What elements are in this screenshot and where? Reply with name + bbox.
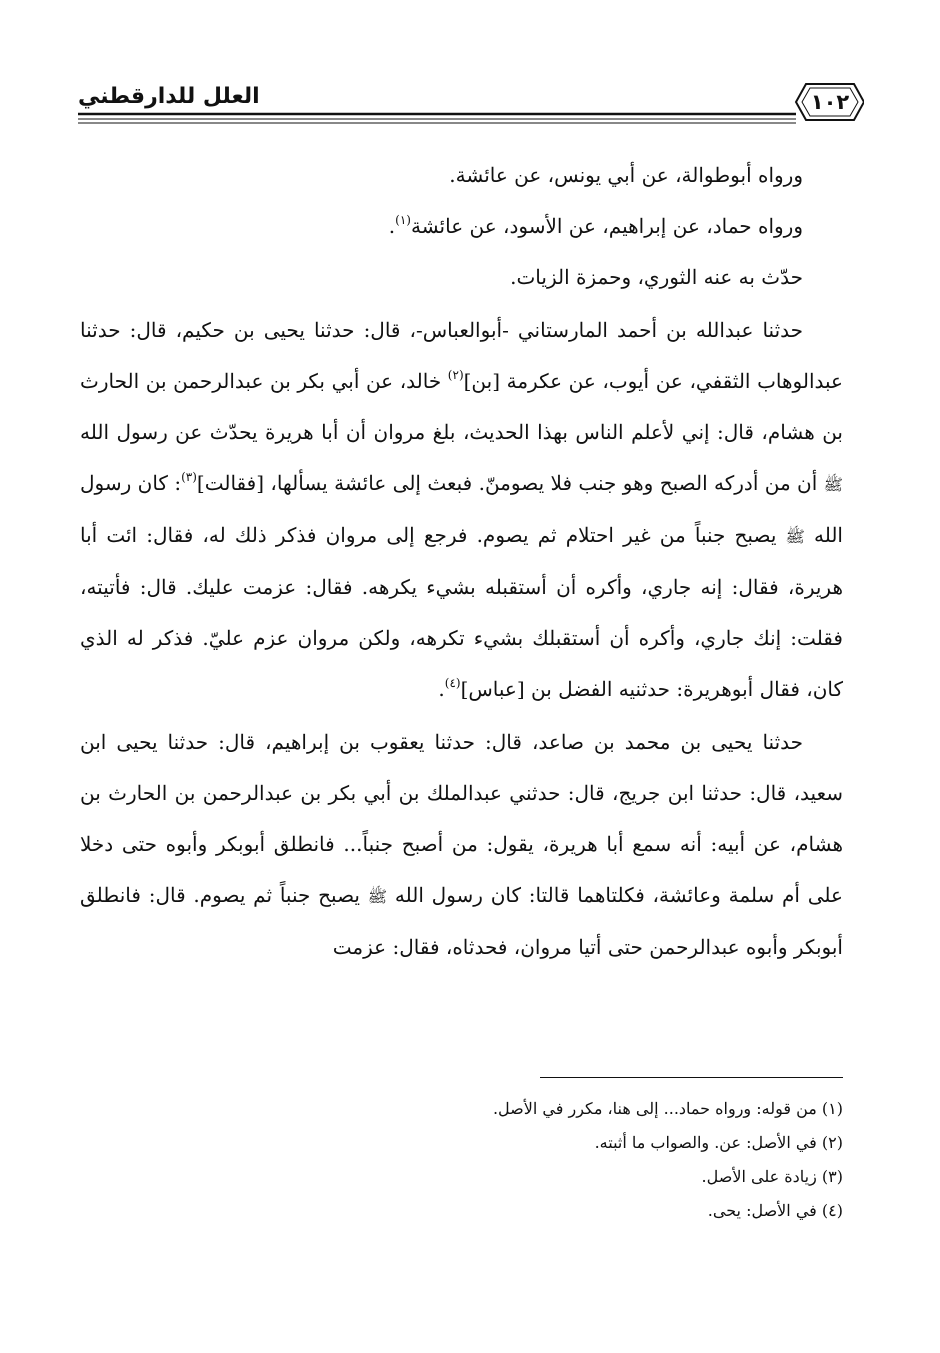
- text-run: ورواه أبوطوالة، عن أبي يونس، عن عائشة.: [449, 163, 803, 187]
- footnote: (٢) في الأصل: عن. والصواب ما أثبته.: [594, 1133, 843, 1152]
- footnotes: [80, 1092, 843, 1228]
- text-run: أن من أدركه الصبح وهو جنب فلا يصومنّ. فبعث إلى عائشة يسألها، [فقالت]: [196, 471, 824, 495]
- book-title: العلل للدارقطني: [78, 84, 260, 109]
- text-run: : كان رسول الله: [80, 471, 843, 547]
- footnote-separator: [540, 1077, 843, 1078]
- text-run: حدثنا يحيى بن محمد بن صاعد، قال: حدثنا يعقوب بن إبراهيم، قال: حدثنا يحيى ابن سعيد، قال: حدثنا ابن جريج، قال: حدثني عبدالملك بن أبي بكر بن عبدالرحمن بن الحارث بن هشام، عن أبيه: أنه سمع أبا هريرة، يقول: من أصبح جنباً... فانطلق أبوبكر وأبوه حتى دخلا على أم سلمة وعائشة، فكلتاهما قالتا: كان رسول الله: [80, 730, 843, 907]
- text-run: حدثنا عبدالله بن أحمد المارستاني -أبوالعباس-، قال: حدثنا يحيى بن حكيم، قال: حدثنا عبدالوهاب الثقفي، عن أيوب، عن عكرمة [بن]: [80, 318, 843, 393]
- paragraph: [80, 150, 843, 201]
- footnote-ref: (١): [395, 213, 411, 227]
- text-run: حدّث به عنه الثوري، وحمزة الزيات.: [510, 265, 803, 289]
- salawat-symbol: ﷺ: [785, 527, 805, 546]
- paragraph: [80, 201, 843, 252]
- text-run: ورواه حماد، عن إبراهيم، عن الأسود، عن عائشة: [410, 214, 803, 238]
- footnote: (٣) زيادة على الأصل.: [701, 1167, 843, 1186]
- main-text: [80, 150, 843, 973]
- footnote-ref: (٢): [447, 368, 464, 382]
- text-run: .: [438, 677, 445, 701]
- salawat-symbol: ﷺ: [823, 475, 843, 494]
- text-run: .: [388, 214, 396, 238]
- page-header: [78, 78, 864, 138]
- footnote: (٤) في الأصل: يحى.: [707, 1201, 843, 1220]
- paragraph: [80, 717, 843, 973]
- page-number: ١٠٢: [810, 90, 850, 114]
- text-run: يصبح جنباً من غير احتلام ثم يصوم. فرجع إلى مروان فذكر ذلك له، فقال: ائت أبا هريرة، فقال: إنه جاري، وأكره أن أستقبله بشيء يكرهه. فقال: عزمت عليك. قال: فأتيته، فقلت: إنك جاري، وأكره أن أستقبلك بشيء تكرهه، ولكن مروان عزم عليّ. فذكر له الذي كان، فقال أبوهريرة: حدثنيه الفضل بن [عباس]: [80, 523, 843, 701]
- text-run: خالد، عن أبي بكر بن عبدالرحمن بن الحارث بن هشام، قال: إني لأعلم الناس بهذا الحديث، بلغ مروان أن أبا هريرة يحدّث عن رسول الله: [80, 369, 843, 444]
- footnote: (١) من قوله: ورواه حماد... إلى هنا، مكرر في الأصل.: [492, 1099, 843, 1118]
- footnote-ref: (٤): [444, 676, 461, 690]
- salawat-symbol: ﷺ: [367, 887, 388, 906]
- paragraph: [80, 305, 843, 715]
- text-run: يصبح جنباً ثم يصوم. قال: فانطلق أبوبكر وأبوه عبدالرحمن حتى أتيا مروان، فحدثاه، فقال: عزمت: [80, 883, 843, 959]
- paragraph: [80, 252, 843, 303]
- footnote-ref: (٣): [181, 470, 197, 484]
